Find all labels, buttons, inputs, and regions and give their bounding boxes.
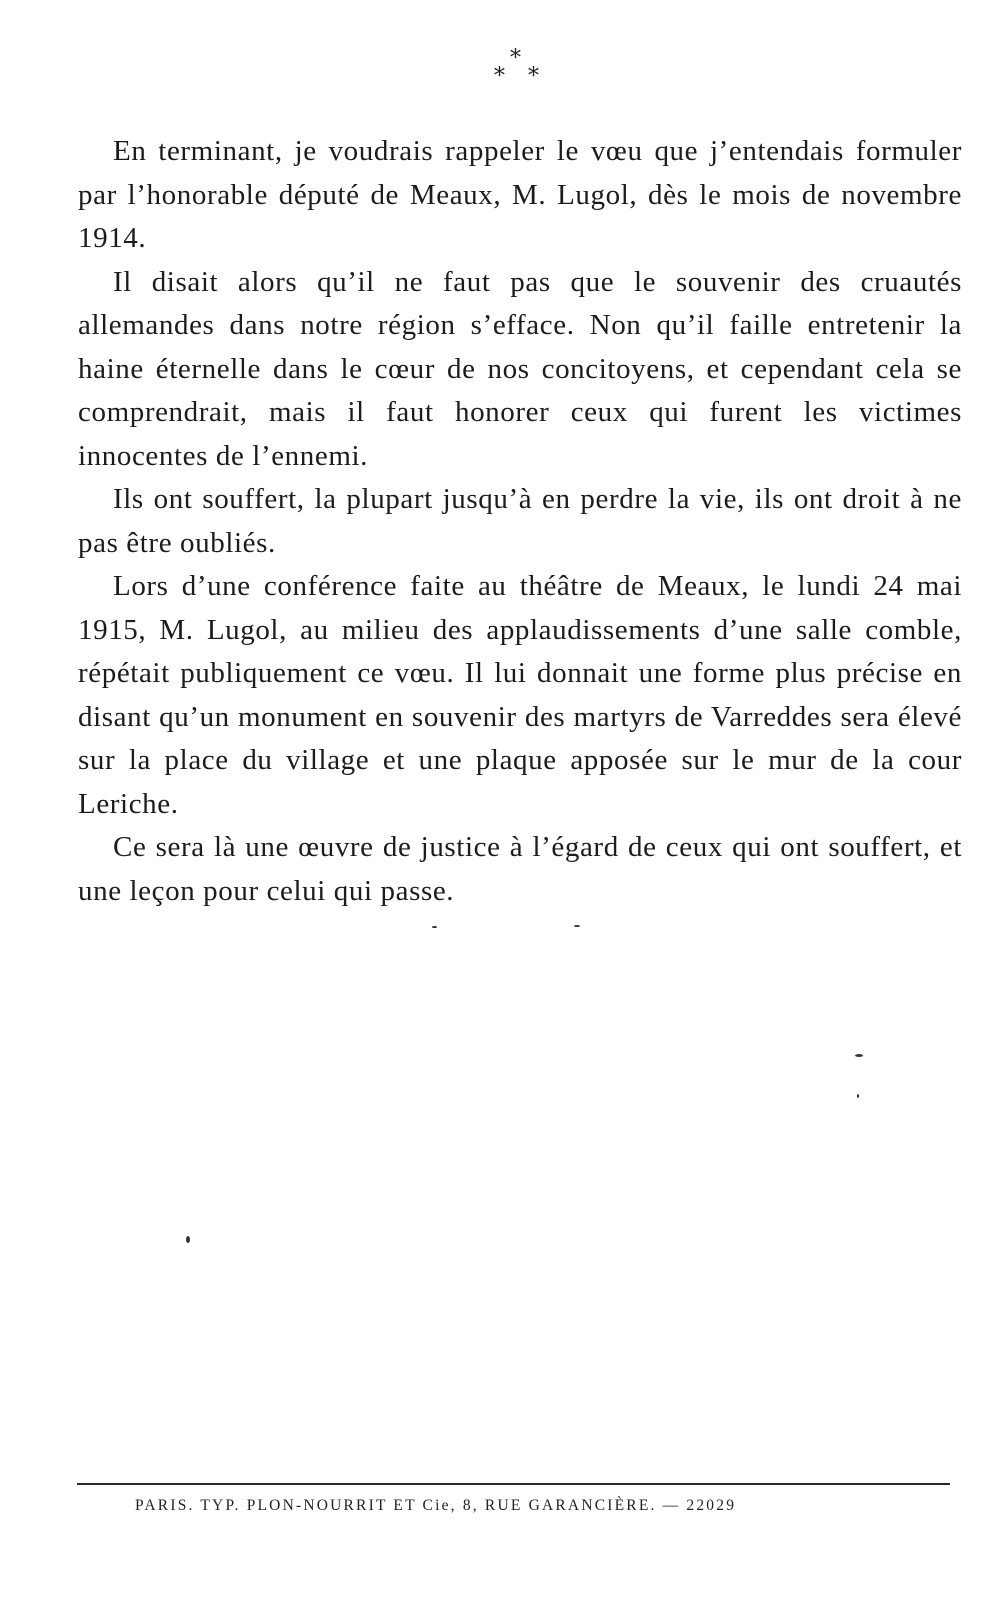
asterism-ornament xyxy=(490,44,560,100)
ornament-star-left: * xyxy=(494,64,505,89)
ornament-star-right: * xyxy=(528,64,539,89)
ornament-star-top: * xyxy=(510,46,521,71)
paragraph-1: En terminant, je voudrais rappeler le vœu que j’entendais formuler par l’honorable député de Meaux, M. Lugol, dès le mois de novembre 1914. xyxy=(78,135,962,254)
paragraph-5: Ce sera là une œuvre de justice à l’égard de ceux qui ont souffert, et une leçon pour celui qui passe. xyxy=(78,831,962,907)
paragraph-2: Il disait alors qu’il ne faut pas que le souvenir des cruautés allemandes dans notre région s’efface. Non qu’il faille entretenir la haine éternelle dans le cœur de nos concitoyens, et cependant cela se comprendrait, mais il faut honorer ceux qui furent les victimes innocentes de l’ennemi. xyxy=(78,265,962,472)
scan-speck xyxy=(432,926,437,928)
scan-speck xyxy=(574,925,580,927)
printer-imprint: PARIS. TYP. PLON-NOURRIT ET Cie, 8, RUE GARANCIÈRE. — 22029 xyxy=(135,1497,737,1514)
scan-speck xyxy=(186,1236,190,1243)
scan-speck xyxy=(857,1094,859,1098)
paragraph-4: Lors d’une conférence faite au théâtre de Meaux, le lundi 24 mai 1915, M. Lugol, au milieu des applaudissements d’une salle comble, répétait publiquement ce vœu. Il lui donnait une forme plus précise en disant qu’un monument en souvenir des martyrs de Varreddes sera élevé sur la place du village et une plaque apposée sur le mur de la cour Leriche. xyxy=(78,570,962,820)
body-text xyxy=(78,130,962,913)
footer-rule xyxy=(77,1483,950,1485)
paragraph-3: Ils ont souffert, la plupart jusqu’à en perdre la vie, ils ont droit à ne pas être oubliés. xyxy=(78,483,962,559)
scan-speck xyxy=(855,1054,863,1057)
